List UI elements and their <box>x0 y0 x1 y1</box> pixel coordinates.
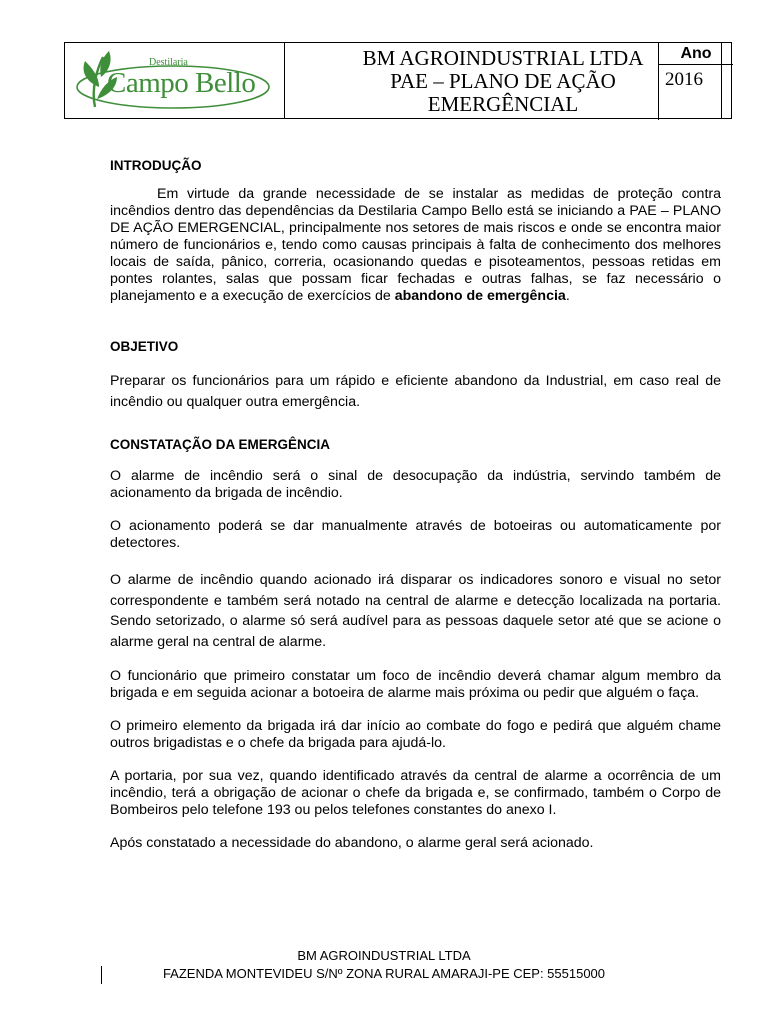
document-header <box>64 42 732 119</box>
constatacao-paragraph-3: O alarme de incêndio quando acionado irá disparar os indicadores sonoro e visual no setor correspondente e também será notado na central de alarme e detecção localizada na portaria. Sendo setorizado, o alarme só será audível para as pessoas daquele setor até que se acione o alarme geral na central de alarme. <box>110 572 721 650</box>
constatacao-paragraph-7: Após constatado a necessidade do abandono, o alarme geral será acionado. <box>110 835 594 851</box>
year-value: 2016 <box>658 65 733 120</box>
footer-address: FAZENDA MONTEVIDEU S/Nº ZONA RURAL AMARAJI-PE CEP: 55515000 <box>162 966 606 981</box>
introduction-text: Em virtude da grande necessidade de se instalar as medidas de proteção contra incêndios dentro das dependências da Destilaria Campo Bello está se iniciando a PAE – PLANO DE AÇÃO EMERGENCIAL, principalmente nos setores de mais riscos e onde se encontra maior número de funcionários e, tendo como causas principais à falta de conhecimento dos melhores locais de saída, pânico, correria, ocasionando quedas e pisoteamentos, pessoas retidas em pontes rolantes, salas que possam ficar fechadas e outras falhas, se faz necessário o planejamento e a execução de exercícios de <box>110 186 721 304</box>
introduction-paragraph <box>110 186 721 305</box>
footer-company: BM AGROINDUSTRIAL LTDA <box>297 948 471 963</box>
logo-cell <box>65 43 285 118</box>
constatacao-paragraph-5: O primeiro elemento da brigada irá dar início ao combate do fogo e pedirá que alguém chame outros brigadistas e o chefe da brigada para ajudá-lo. <box>110 718 721 751</box>
logo-title: Campo Bello <box>107 67 256 99</box>
objective-paragraph: Preparar os funcionários para um rápido e eficiente abandono da Industrial, em caso real de incêndio ou qualquer outra emergência. <box>110 373 721 410</box>
section-heading-objective: OBJETIVO <box>110 339 179 354</box>
page-footer <box>0 947 768 983</box>
section-heading-introduction: INTRODUÇÃO <box>110 158 202 173</box>
document-body <box>110 158 721 852</box>
constatacao-paragraph-2: O acionamento poderá se dar manualmente através de botoeiras ou automaticamente por detectores. <box>110 518 721 551</box>
constatacao-paragraph-1: O alarme de incêndio será o sinal de desocupação da indústria, servindo também de acionamento da brigada de incêndio. <box>110 468 721 501</box>
constatacao-paragraph-6: A portaria, por sua vez, quando identificado através da central de alarme a ocorrência de um incêndio, terá a obrigação de acionar o chefe da brigada e, se confirmado, também o Corpo de Bombeiros pelo telefone 193 ou pelos telefones constantes do anexo I. <box>110 768 721 818</box>
title-line-company: BM AGROINDUSTRIAL LTDA <box>362 46 644 70</box>
year-label: Ano <box>658 43 733 65</box>
title-line-emergency: EMERGÊNCIAL <box>427 92 579 116</box>
logo-subtitle: Destilaria <box>149 57 188 68</box>
introduction-bold-text: abandono de emergência <box>394 288 566 304</box>
document-title <box>285 43 722 118</box>
title-line-plan: PAE – PLANO DE AÇÃO <box>390 69 616 93</box>
introduction-period: . <box>565 288 570 304</box>
section-heading-constatacao: CONSTATAÇÃO DA EMERGÊNCIA <box>110 437 330 452</box>
constatacao-paragraph-4: O funcionário que primeiro constatar um foco de incêndio deverá chamar algum membro da brigada e em seguida acionar a botoeira de alarme mais próxima ou pedir que alguém o faça. <box>110 668 721 701</box>
